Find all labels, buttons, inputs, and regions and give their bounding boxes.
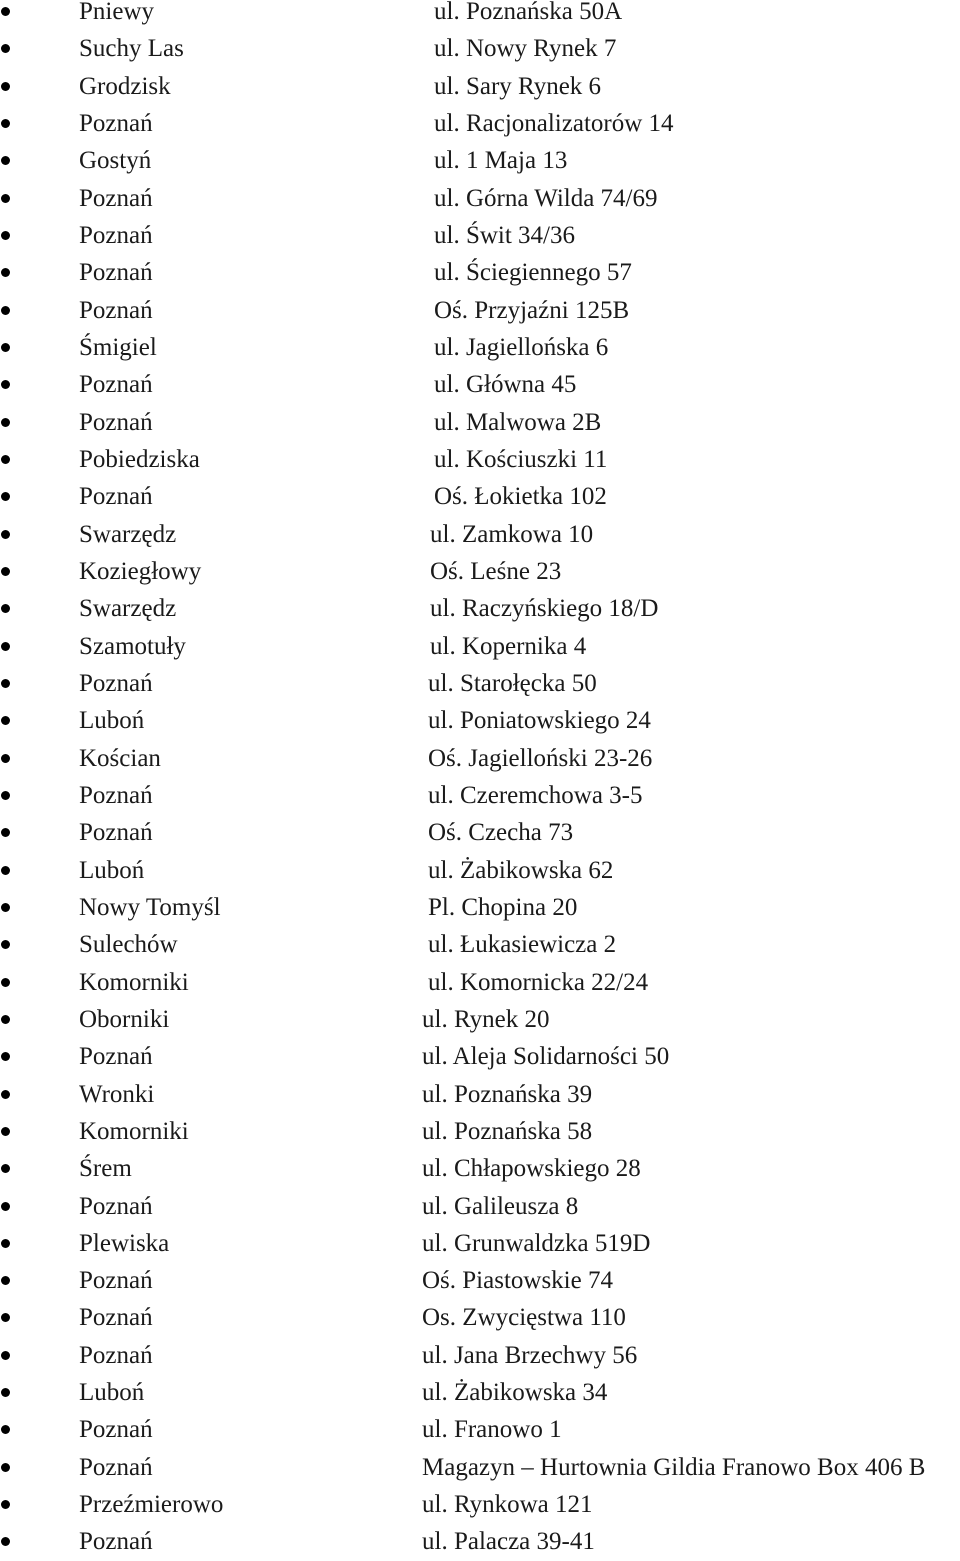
list-item (0, 964, 960, 1001)
street-address: ul. Łukasiewicza 2 (428, 931, 617, 959)
bullet-icon (1, 231, 10, 240)
city-name: Poznań (79, 1267, 153, 1295)
list-item (0, 702, 960, 739)
bullet-icon (1, 530, 10, 539)
list-item (0, 217, 960, 254)
street-address: ul. Sary Rynek 6 (434, 72, 602, 100)
street-address: ul. Franowo 1 (422, 1416, 562, 1444)
street-address: Oś. Piastowskie 74 (422, 1267, 613, 1295)
bullet-icon (1, 194, 10, 203)
street-address: ul. Żabikowska 34 (422, 1379, 608, 1407)
city-name: Poznań (79, 1528, 153, 1556)
street-address: ul. Racjonalizatorów 14 (434, 109, 674, 137)
bullet-icon (1, 791, 10, 800)
city-name: Poznań (79, 184, 153, 212)
list-item (0, 329, 960, 366)
list-item (0, 1001, 960, 1038)
street-address: ul. Główna 45 (434, 371, 577, 399)
list-item (0, 404, 960, 441)
street-address: Oś. Jagielloński 23-26 (428, 744, 653, 772)
street-address: Pl. Chopina 20 (428, 893, 578, 921)
street-address: ul. Poznańska 50A (434, 0, 623, 25)
list-item (0, 1262, 960, 1299)
list-item (0, 553, 960, 590)
bullet-icon (1, 268, 10, 277)
city-name: Swarzędz (79, 595, 177, 623)
list-item (0, 366, 960, 403)
street-address: ul. Jagiellońska 6 (434, 333, 609, 361)
city-name: Poznań (79, 819, 153, 847)
bullet-icon (1, 866, 10, 875)
bullet-icon (1, 828, 10, 837)
bullet-icon (1, 1164, 10, 1173)
street-address: ul. Żabikowska 62 (428, 856, 614, 884)
list-item (0, 105, 960, 142)
city-name: Suchy Las (79, 35, 184, 63)
city-name: Poznań (79, 371, 153, 399)
city-name: Pobiedziska (79, 445, 200, 473)
bullet-icon (1, 978, 10, 987)
bullet-icon (1, 1276, 10, 1285)
list-item (0, 814, 960, 851)
city-name: Wronki (79, 1080, 155, 1108)
street-address: ul. Górna Wilda 74/69 (434, 184, 658, 212)
street-address: ul. Rynkowa 121 (422, 1491, 593, 1519)
street-address: ul. Poznańska 58 (422, 1117, 593, 1145)
street-address: Oś. Przyjaźni 125B (434, 296, 630, 324)
city-name: Komorniki (79, 968, 189, 996)
list-item (0, 142, 960, 179)
bullet-icon (1, 1127, 10, 1136)
city-name: Poznań (79, 408, 153, 436)
city-name: Luboń (79, 707, 145, 735)
list-item (0, 180, 960, 217)
street-address: ul. Świt 34/36 (434, 221, 575, 249)
bullet-icon (1, 455, 10, 464)
bullet-icon (1, 903, 10, 912)
city-name: Poznań (79, 259, 153, 287)
street-address: ul. Galileusza 8 (422, 1192, 579, 1220)
city-name: Poznań (79, 109, 153, 137)
city-name: Śmigiel (79, 333, 157, 361)
bullet-icon (1, 380, 10, 389)
city-name: Poznań (79, 1043, 153, 1071)
street-address: ul. Poznańska 39 (422, 1080, 593, 1108)
bullet-icon (1, 44, 10, 53)
city-name: Poznań (79, 1192, 153, 1220)
street-address: Magazyn – Hurtownia Gildia Franowo Box 406 B (422, 1453, 926, 1481)
bullet-icon (1, 604, 10, 613)
bullet-icon (1, 82, 10, 91)
city-name: Poznań (79, 1341, 153, 1369)
list-item (0, 665, 960, 702)
list-item (0, 1076, 960, 1113)
city-name: Oborniki (79, 1005, 170, 1033)
bullet-icon (1, 567, 10, 576)
city-name: Plewiska (79, 1229, 170, 1257)
street-address: ul. Grunwaldzka 519D (422, 1229, 651, 1257)
street-address: ul. Zamkowa 10 (430, 520, 594, 548)
bullet-icon (1, 754, 10, 763)
list-item (0, 1113, 960, 1150)
list-item (0, 777, 960, 814)
street-address: ul. Czeremchowa 3-5 (428, 781, 643, 809)
street-address: ul. Malwowa 2B (434, 408, 602, 436)
street-address: ul. Aleja Solidarności 50 (422, 1043, 670, 1071)
bullet-icon (1, 940, 10, 949)
list-item (0, 1374, 960, 1411)
city-name: Komorniki (79, 1117, 189, 1145)
street-address: ul. Kopernika 4 (430, 632, 587, 660)
list-item (0, 1038, 960, 1075)
street-address: Oś. Łokietka 102 (434, 483, 607, 511)
city-name: Kościan (79, 744, 161, 772)
bullet-icon (1, 1425, 10, 1434)
bullet-icon (1, 1313, 10, 1322)
street-address: Oś. Leśne 23 (430, 557, 562, 585)
bullet-icon (1, 1463, 10, 1472)
list-item (0, 254, 960, 291)
city-name: Sulechów (79, 931, 178, 959)
city-name: Przeźmierowo (79, 1491, 224, 1519)
list-item (0, 926, 960, 963)
bullet-icon (1, 716, 10, 725)
list-item (0, 1299, 960, 1336)
bullet-icon (1, 1015, 10, 1024)
list-item (0, 740, 960, 777)
list-item (0, 478, 960, 515)
list-item (0, 1188, 960, 1225)
list-item (0, 292, 960, 329)
list-item (0, 590, 960, 627)
bullet-icon (1, 1239, 10, 1248)
bullet-icon (1, 343, 10, 352)
city-name: Gostyń (79, 147, 152, 175)
bullet-icon (1, 119, 10, 128)
city-name: Luboń (79, 1379, 145, 1407)
list-item (0, 1225, 960, 1262)
list-item (0, 628, 960, 665)
city-name: Śrem (79, 1155, 132, 1183)
street-address: ul. Nowy Rynek 7 (434, 35, 617, 63)
city-name: Poznań (79, 1416, 153, 1444)
bullet-icon (1, 418, 10, 427)
list-item (0, 852, 960, 889)
city-name: Poznań (79, 669, 153, 697)
street-address: ul. Komornicka 22/24 (428, 968, 649, 996)
list-item (0, 441, 960, 478)
bullet-icon (1, 1090, 10, 1099)
city-name: Grodzisk (79, 72, 171, 100)
bullet-icon (1, 642, 10, 651)
city-name: Koziegłowy (79, 557, 202, 585)
list-item (0, 516, 960, 553)
street-address: ul. Rynek 20 (422, 1005, 550, 1033)
bullet-icon (1, 1351, 10, 1360)
city-name: Poznań (79, 1453, 153, 1481)
list-item (0, 1523, 960, 1560)
city-name: Luboń (79, 856, 145, 884)
bullet-icon (1, 1388, 10, 1397)
city-name: Poznań (79, 781, 153, 809)
street-address: ul. Kościuszki 11 (434, 445, 608, 473)
street-address: ul. Raczyńskiego 18/D (430, 595, 659, 623)
bullet-icon (1, 306, 10, 315)
street-address: Oś. Czecha 73 (428, 819, 574, 847)
list-item (0, 1486, 960, 1523)
city-name: Poznań (79, 296, 153, 324)
list-item (0, 1337, 960, 1374)
street-address: Os. Zwycięstwa 110 (422, 1304, 626, 1332)
bullet-icon (1, 1052, 10, 1061)
street-address: ul. Jana Brzechwy 56 (422, 1341, 638, 1369)
list-item (0, 30, 960, 67)
bullet-icon (1, 679, 10, 688)
bullet-icon (1, 1500, 10, 1509)
city-name: Nowy Tomyśl (79, 893, 221, 921)
list-item (0, 1150, 960, 1187)
street-address: ul. Palacza 39-41 (422, 1528, 595, 1556)
bullet-icon (1, 1202, 10, 1211)
list-item (0, 1411, 960, 1448)
city-name: Swarzędz (79, 520, 177, 548)
street-address: ul. Ściegiennego 57 (434, 259, 632, 287)
bullet-icon (1, 7, 10, 16)
bullet-icon (1, 492, 10, 501)
list-item (0, 1449, 960, 1486)
bullet-icon (1, 156, 10, 165)
list-item (0, 889, 960, 926)
bullet-icon (1, 1537, 10, 1546)
street-address: ul. Chłapowskiego 28 (422, 1155, 641, 1183)
city-name: Pniewy (79, 0, 154, 25)
street-address: ul. 1 Maja 13 (434, 147, 568, 175)
city-name: Poznań (79, 483, 153, 511)
city-name: Szamotuły (79, 632, 186, 660)
city-name: Poznań (79, 1304, 153, 1332)
street-address: ul. Starołęcka 50 (428, 669, 597, 697)
list-item (0, 68, 960, 105)
city-name: Poznań (79, 221, 153, 249)
list-item (0, 0, 960, 30)
street-address: ul. Poniatowskiego 24 (428, 707, 651, 735)
